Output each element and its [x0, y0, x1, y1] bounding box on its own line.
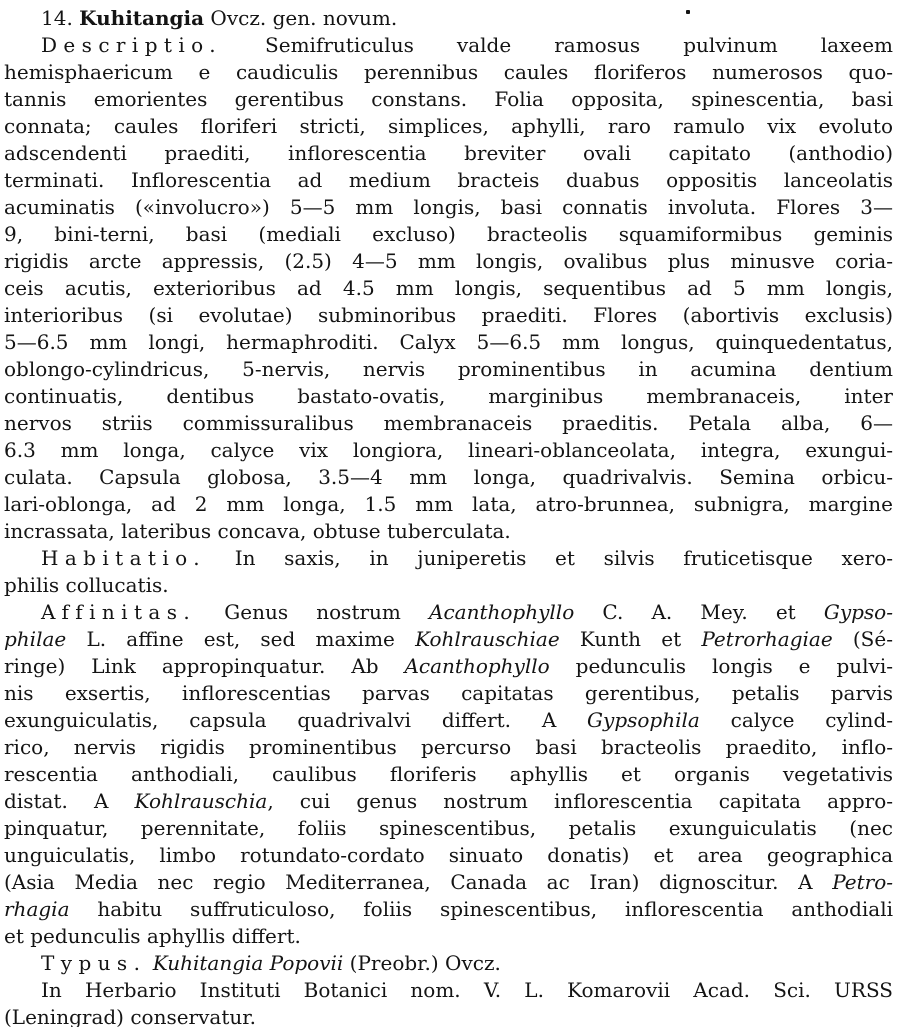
text-line — [4, 113, 893, 140]
text-run: oblongo-cylindricus, 5-nervis, nervis prominentibus in acumina dentium — [4, 357, 893, 381]
text-run: rico, nervis rigidis prominentibus percurso basi bracteolis praedito, inflo- — [4, 735, 893, 759]
text-line — [4, 464, 893, 491]
text-run: 14. — [41, 6, 80, 30]
text-line — [4, 410, 893, 437]
text-run: Kunth et — [559, 627, 702, 651]
text-run: hemisphaericum e caudiculis perennibus caules floriferos numerosos quo- — [4, 60, 893, 84]
text-run: unguiculatis, limbo rotundato-cordato sinuato donatis) et area geographica — [4, 843, 893, 867]
text-run: et pedunculis aphyllis differt. — [4, 924, 301, 948]
text-run: Kuhitangia Popovii — [152, 951, 344, 975]
text-run: 5—6.5 mm longi, hermaphroditi. Calyx 5—6.5 mm longus, quinquedentatus, — [4, 330, 893, 354]
text-line — [4, 707, 893, 734]
text-run: Petrorhagiae — [701, 627, 833, 651]
text-line — [4, 599, 893, 626]
text-line — [4, 545, 893, 572]
text-line — [4, 572, 893, 599]
text-line — [4, 761, 893, 788]
text-run: (Leningrad) conservatur. — [4, 1005, 256, 1027]
text-run: 9, bini-terni, basi (mediali excluso) bracteolis squamiformibus geminis — [4, 222, 893, 246]
text-run: Gypso- — [823, 600, 893, 624]
text-run: (Preobr.) Ovcz. — [343, 951, 501, 975]
text-run: Affinitas. — [41, 600, 197, 624]
text-run: Kohlrauschiae — [415, 627, 560, 651]
text-line — [4, 626, 893, 653]
typus-paragraph — [4, 950, 893, 977]
text-run: In saxis, in juniperetis et silvis fruticetisque xero- — [206, 546, 893, 570]
text-run: 6.3 mm longa, calyce vix longiora, lineari-oblanceolata, integra, exungui- — [4, 438, 893, 462]
text-line — [4, 275, 893, 302]
herbarium-note-paragraph — [4, 977, 893, 1027]
text-run: Kuhitangia — [79, 6, 205, 30]
descriptio-paragraph — [4, 32, 893, 545]
text-line — [4, 869, 893, 896]
text-run: philae — [4, 627, 67, 651]
text-line — [4, 1004, 893, 1027]
text-line — [4, 518, 893, 545]
ink-speck — [686, 10, 690, 14]
text-run: Acanthophyllo — [429, 600, 575, 624]
text-run: rescentia anthodiali, caulibus floriferis aphyllis et organis vegetativis — [4, 762, 893, 786]
document-body — [4, 5, 893, 1027]
text-line — [4, 221, 893, 248]
text-run: rigidis arcte appressis, (2.5) 4—5 mm longis, ovalibus plus minusve coria- — [4, 249, 893, 273]
text-run: Semifruticulus valde ramosus pulvinum laxeem — [221, 33, 893, 57]
habitatio-paragraph — [4, 545, 893, 599]
text-run: incrassata, lateribus concava, obtuse tuberculata. — [4, 519, 511, 543]
text-run: interioribus (si evolutae) subminoribus praediti. Flores (abortivis exclusis) — [4, 303, 893, 327]
text-line — [4, 302, 893, 329]
text-line — [4, 788, 893, 815]
text-line — [4, 356, 893, 383]
text-run: culata. Capsula globosa, 3.5—4 mm longa, quadrivalvis. Semina orbicu- — [4, 465, 893, 489]
text-run: terminati. Inflorescentia ad medium bracteis duabus oppositis lanceolatis — [4, 168, 893, 192]
text-line — [4, 194, 893, 221]
text-run: distat. A — [4, 789, 135, 813]
genus-heading-paragraph — [4, 5, 893, 32]
text-run: exunguiculatis, capsula quadrivalvi differt. A — [4, 708, 588, 732]
text-line — [4, 86, 893, 113]
text-run: tannis emorientes gerentibus constans. Folia opposita, spinescentia, basi — [4, 87, 893, 111]
text-line — [4, 896, 893, 923]
text-run: Acanthophyllo — [404, 654, 550, 678]
text-line — [4, 383, 893, 410]
text-run: philis collucatis. — [4, 573, 169, 597]
text-run: pinquatur, perennitate, foliis spinescentibus, petalis exunguiculatis (nec — [4, 816, 893, 840]
text-line — [4, 842, 893, 869]
text-run: connata; caules floriferi stricti, simplices, aphylli, raro ramulo vix evoluto — [4, 114, 893, 138]
text-run: , cui genus nostrum inflorescentia capitata appro- — [267, 789, 893, 813]
text-run: nis exsertis, inflorescentias parvas capitatas gerentibus, petalis parvis — [4, 681, 893, 705]
text-run: rhagia — [4, 897, 70, 921]
text-line — [4, 653, 893, 680]
text-line — [4, 815, 893, 842]
text-line — [4, 680, 893, 707]
text-run: ceis acutis, exterioribus ad 4.5 mm longis, sequentibus ad 5 mm longis, — [4, 276, 893, 300]
text-run: lari-oblonga, ad 2 mm longa, 1.5 mm lata, atro-brunnea, subnigra, margine — [4, 492, 893, 516]
text-run: adscendenti praediti, inflorescentia breviter ovali capitato (anthodio) — [4, 141, 893, 165]
text-run: Ovcz. gen. novum. — [204, 6, 398, 30]
text-run: Genus nostrum — [196, 600, 430, 624]
text-run: Petro- — [832, 870, 893, 894]
text-line — [4, 977, 893, 1004]
text-run: Kohlrauschia — [134, 789, 268, 813]
affinitas-paragraph — [4, 599, 893, 950]
text-run: nervos striis commissuralibus membranaceis praeditis. Petala alba, 6— — [4, 411, 893, 435]
text-line — [4, 248, 893, 275]
text-line — [4, 950, 893, 977]
text-run: In Herbario Instituti Botanici nom. V. L. Komarovii Acad. Sci. URSS — [41, 978, 893, 1002]
text-run: (Asia Media nec regio Mediterranea, Canada ac Iran) dignoscitur. A — [4, 870, 833, 894]
text-line — [4, 923, 893, 950]
text-run: pedunculis longis e pulvi- — [549, 654, 893, 678]
text-run: continuatis, dentibus bastato-ovatis, marginibus membranaceis, inter — [4, 384, 893, 408]
text-line — [4, 734, 893, 761]
text-line — [4, 59, 893, 86]
text-line — [4, 140, 893, 167]
text-run: (Sé- — [832, 627, 893, 651]
text-run: Descriptio. — [41, 33, 222, 57]
text-run: Habitatio. — [41, 546, 207, 570]
text-run: C. A. Mey. et — [574, 600, 824, 624]
text-run: Typus. — [41, 951, 147, 975]
text-line — [4, 32, 893, 59]
text-line — [4, 437, 893, 464]
text-line — [4, 329, 893, 356]
text-line — [4, 167, 893, 194]
text-line — [4, 5, 893, 32]
text-run: Gypsophila — [587, 708, 700, 732]
text-run: habitu suffruticuloso, foliis spinescentibus, inflorescentia anthodiali — [69, 897, 893, 921]
text-run: calyce cylind- — [699, 708, 893, 732]
text-run: acuminatis («involucro») 5—5 mm longis, basi connatis involuta. Flores 3— — [4, 195, 893, 219]
text-run: L. affine est, sed maxime — [66, 627, 416, 651]
text-line — [4, 491, 893, 518]
text-run: ringe) Link appropinquatur. Ab — [4, 654, 405, 678]
